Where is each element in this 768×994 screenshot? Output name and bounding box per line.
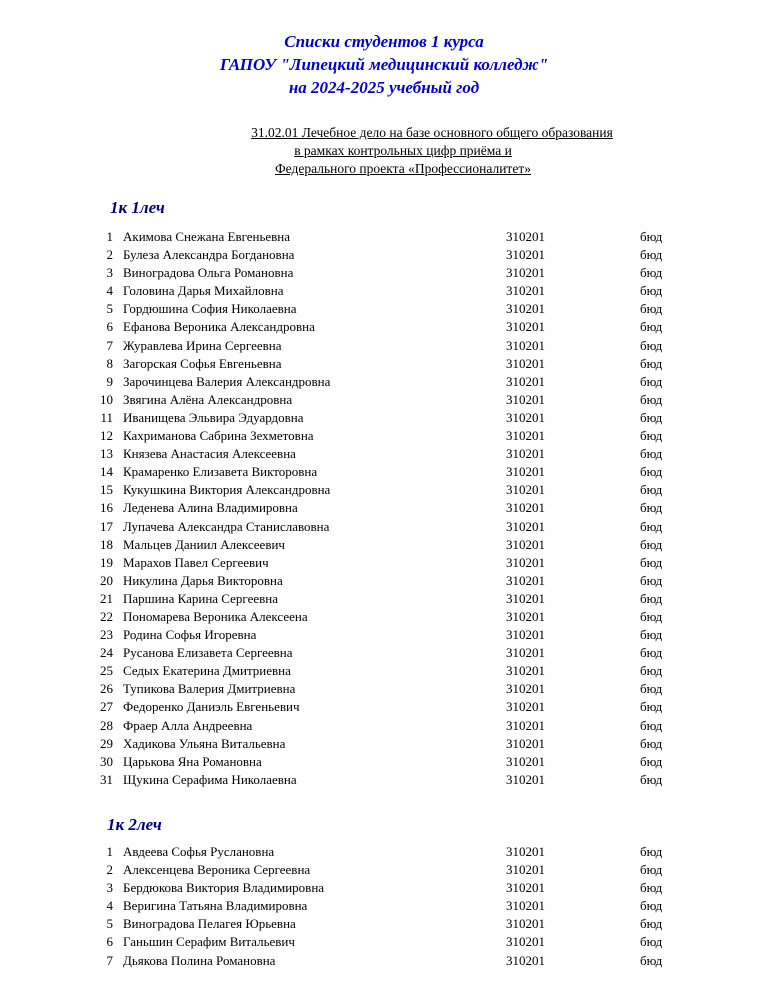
table-row [0, 680, 768, 698]
funding-type: бюд [640, 735, 663, 751]
row-number: 21 [100, 590, 113, 606]
row-number: 3 [106, 880, 113, 896]
specialty-code: 310201 [506, 663, 545, 679]
funding-type: бюд [640, 373, 663, 389]
funding-type: бюд [640, 663, 663, 679]
specialty-code: 310201 [506, 880, 545, 896]
funding-type: бюд [640, 753, 663, 769]
funding-type: бюд [640, 409, 663, 425]
table-row [0, 771, 768, 789]
row-number: 1 [106, 229, 113, 244]
student-name: Леденева Алина Владимировна [123, 500, 298, 516]
row-number: 5 [106, 301, 113, 317]
program-description [0, 124, 768, 178]
funding-type: бюд [640, 572, 663, 588]
student-name: Бердюкова Виктория Владимировна [123, 880, 325, 896]
specialty-code: 310201 [506, 844, 545, 859]
specialty-code: 310201 [506, 554, 545, 570]
group-title-2: 1к 2леч [107, 815, 162, 834]
funding-type: бюд [640, 500, 663, 516]
specialty-code: 310201 [506, 572, 545, 588]
student-name: Зарочинцева Валерия Александровна [123, 373, 331, 389]
row-number: 31 [100, 771, 113, 787]
title-line-2: ГАПОУ "Липецкий медицинский колледж" [219, 55, 549, 74]
student-name: Родина Софья Игоревна [123, 627, 257, 643]
document-title [0, 30, 768, 99]
table-row [0, 698, 768, 716]
row-number: 3 [106, 265, 113, 281]
student-name: Крамаренко Елизавета Викторовна [123, 464, 318, 480]
specialty-code: 310201 [506, 681, 545, 697]
specialty-code: 310201 [506, 446, 545, 462]
student-name: Тупикова Валерия Дмитриевна [123, 681, 296, 697]
specialty-code: 310201 [506, 464, 545, 480]
funding-type: бюд [640, 934, 663, 950]
student-name: Кукушкина Виктория Александровна [123, 482, 331, 498]
funding-type: бюд [640, 518, 663, 534]
table-row [0, 861, 768, 879]
specialty-code: 310201 [506, 247, 545, 263]
student-name: Звягина Алёна Александровна [123, 391, 293, 407]
student-name: Русанова Елизавета Сергеевна [123, 645, 293, 661]
specialty-code: 310201 [506, 862, 545, 878]
table-row [0, 753, 768, 771]
specialty-code: 310201 [506, 699, 545, 715]
row-number: 7 [106, 337, 113, 353]
funding-type: бюд [640, 590, 663, 606]
funding-type: бюд [640, 464, 663, 480]
student-name: Щукина Серафима Николаевна [123, 771, 297, 787]
specialty-code: 310201 [506, 753, 545, 769]
row-number: 11 [100, 409, 113, 425]
table-row [0, 933, 768, 951]
student-name: Царькова Яна Романовна [123, 753, 262, 769]
specialty-code: 310201 [506, 265, 545, 281]
row-number: 15 [100, 482, 113, 498]
funding-type: бюд [640, 319, 663, 335]
student-name: Лупачева Александра Станиславовна [123, 518, 330, 534]
row-number: 17 [100, 518, 113, 534]
row-number: 27 [100, 699, 113, 715]
row-number: 7 [106, 952, 113, 968]
row-number: 6 [106, 934, 113, 950]
title-line-1: Списки студентов 1 курса [284, 32, 484, 51]
row-number: 14 [100, 464, 113, 480]
table-row [0, 915, 768, 933]
student-name: Головина Дарья Михайловна [123, 283, 284, 299]
funding-type: бюд [640, 337, 663, 353]
row-number: 5 [106, 916, 113, 932]
table-row [0, 626, 768, 644]
student-name: Фраер Алла Андреевна [123, 717, 253, 733]
student-name: Загорская Софья Евгеньевна [123, 355, 282, 371]
program-line-2: в рамках контрольных цифр приёма и [294, 143, 512, 158]
specialty-code: 310201 [506, 283, 545, 299]
row-number: 28 [100, 717, 113, 733]
funding-type: бюд [640, 844, 663, 859]
specialty-code: 310201 [506, 337, 545, 353]
table-row [0, 264, 768, 282]
row-number: 23 [100, 627, 113, 643]
table-row [0, 554, 768, 572]
table-row [0, 282, 768, 300]
table-row [0, 355, 768, 373]
table-row [0, 536, 768, 554]
funding-type: бюд [640, 645, 663, 661]
student-name: Никулина Дарья Викторовна [123, 572, 283, 588]
funding-type: бюд [640, 428, 663, 444]
funding-type: бюд [640, 283, 663, 299]
row-number: 8 [106, 355, 113, 371]
funding-type: бюд [640, 608, 663, 624]
specialty-code: 310201 [506, 608, 545, 624]
table-row [0, 952, 768, 970]
funding-type: бюд [640, 699, 663, 715]
student-name: Алексенцева Вероника Сергеевна [123, 862, 311, 878]
row-number: 13 [100, 446, 113, 462]
program-line-3: Федерального проекта «Профессионалитет» [275, 161, 531, 176]
specialty-code: 310201 [506, 409, 545, 425]
specialty-code: 310201 [506, 735, 545, 751]
table-row [0, 463, 768, 481]
student-name: Гордюшина София Николаевна [123, 301, 297, 317]
row-number: 25 [100, 663, 113, 679]
student-name: Марахов Павел Сергеевич [123, 554, 269, 570]
specialty-code: 310201 [506, 500, 545, 516]
specialty-code: 310201 [506, 627, 545, 643]
student-name: Виноградова Ольга Романовна [123, 265, 294, 281]
row-number: 4 [106, 898, 113, 914]
table-row [0, 300, 768, 318]
student-list-group-2 [0, 843, 768, 970]
funding-type: бюд [640, 301, 663, 317]
student-name: Журавлева Ирина Сергеевна [123, 337, 282, 353]
specialty-code: 310201 [506, 229, 545, 244]
funding-type: бюд [640, 391, 663, 407]
table-row [0, 499, 768, 517]
row-number: 1 [106, 844, 113, 859]
specialty-code: 310201 [506, 952, 545, 968]
row-number: 12 [100, 428, 113, 444]
funding-type: бюд [640, 229, 663, 244]
specialty-code: 310201 [506, 428, 545, 444]
funding-type: бюд [640, 681, 663, 697]
row-number: 19 [100, 554, 113, 570]
table-row [0, 608, 768, 626]
title-line-3: на 2024-2025 учебный год [288, 78, 480, 97]
row-number: 16 [100, 500, 113, 516]
funding-type: бюд [640, 717, 663, 733]
specialty-code: 310201 [506, 536, 545, 552]
row-number: 29 [100, 735, 113, 751]
funding-type: бюд [640, 446, 663, 462]
student-name: Виноградова Пелагея Юрьевна [123, 916, 296, 932]
program-line-1: 31.02.01 Лечебное дело на базе основного общего образования [251, 125, 613, 140]
specialty-code: 310201 [506, 717, 545, 733]
student-name: Ганьшин Серафим Витальевич [123, 934, 295, 950]
specialty-code: 310201 [506, 391, 545, 407]
student-name: Паршина Карина Сергеевна [123, 590, 278, 606]
student-name: Мальцев Даниил Алексеевич [123, 536, 285, 552]
student-list-group-1 [0, 228, 768, 789]
student-name: Акимова Снежана Евгеньевна [123, 229, 291, 244]
table-row [0, 590, 768, 608]
funding-type: бюд [640, 355, 663, 371]
funding-type: бюд [640, 952, 663, 968]
student-name: Веригина Татьяна Владимировна [123, 898, 308, 914]
specialty-code: 310201 [506, 373, 545, 389]
table-row [0, 518, 768, 536]
student-name: Авдеева Софья Руслановна [123, 844, 275, 859]
student-name: Пономарева Вероника Алексеена [123, 608, 308, 624]
row-number: 2 [106, 247, 113, 263]
table-row [0, 897, 768, 915]
row-number: 24 [100, 645, 113, 661]
funding-type: бюд [640, 482, 663, 498]
specialty-code: 310201 [506, 482, 545, 498]
row-number: 4 [106, 283, 113, 299]
student-name: Иванищева Эльвира Эдуардовна [123, 409, 304, 425]
table-row [0, 246, 768, 264]
student-name: Кахриманова Сабрина Зехметовна [123, 428, 314, 444]
table-row [0, 717, 768, 735]
table-row [0, 373, 768, 391]
funding-type: бюд [640, 771, 663, 787]
student-name: Седых Екатерина Дмитриевна [123, 663, 291, 679]
table-row [0, 228, 768, 246]
specialty-code: 310201 [506, 518, 545, 534]
table-row [0, 644, 768, 662]
table-row [0, 662, 768, 680]
table-row [0, 337, 768, 355]
group-title-1: 1к 1леч [110, 198, 165, 217]
specialty-code: 310201 [506, 916, 545, 932]
specialty-code: 310201 [506, 898, 545, 914]
table-row [0, 427, 768, 445]
funding-type: бюд [640, 627, 663, 643]
table-row [0, 409, 768, 427]
specialty-code: 310201 [506, 301, 545, 317]
student-name: Хадикова Ульяна Витальевна [123, 735, 286, 751]
specialty-code: 310201 [506, 771, 545, 787]
row-number: 6 [106, 319, 113, 335]
specialty-code: 310201 [506, 319, 545, 335]
student-name: Федоренко Даниэль Евгеньевич [123, 699, 300, 715]
student-name: Булеза Александра Богдановна [123, 247, 295, 263]
row-number: 2 [106, 862, 113, 878]
table-row [0, 445, 768, 463]
row-number: 22 [100, 608, 113, 624]
student-name: Ефанова Вероника Александровна [123, 319, 315, 335]
funding-type: бюд [640, 247, 663, 263]
row-number: 26 [100, 681, 113, 697]
row-number: 10 [100, 391, 113, 407]
table-row [0, 572, 768, 590]
table-row [0, 735, 768, 753]
funding-type: бюд [640, 265, 663, 281]
row-number: 18 [100, 536, 113, 552]
row-number: 30 [100, 753, 113, 769]
specialty-code: 310201 [506, 645, 545, 661]
funding-type: бюд [640, 554, 663, 570]
student-name: Князева Анастасия Алексеевна [123, 446, 296, 462]
funding-type: бюд [640, 898, 663, 914]
table-row [0, 879, 768, 897]
funding-type: бюд [640, 536, 663, 552]
funding-type: бюд [640, 862, 663, 878]
table-row [0, 843, 768, 861]
table-row [0, 481, 768, 499]
specialty-code: 310201 [506, 355, 545, 371]
specialty-code: 310201 [506, 934, 545, 950]
specialty-code: 310201 [506, 590, 545, 606]
student-name: Дьякова Полина Романовна [123, 952, 276, 968]
table-row [0, 391, 768, 409]
table-row [0, 318, 768, 336]
funding-type: бюд [640, 880, 663, 896]
row-number: 20 [100, 572, 113, 588]
row-number: 9 [106, 373, 113, 389]
funding-type: бюд [640, 916, 663, 932]
